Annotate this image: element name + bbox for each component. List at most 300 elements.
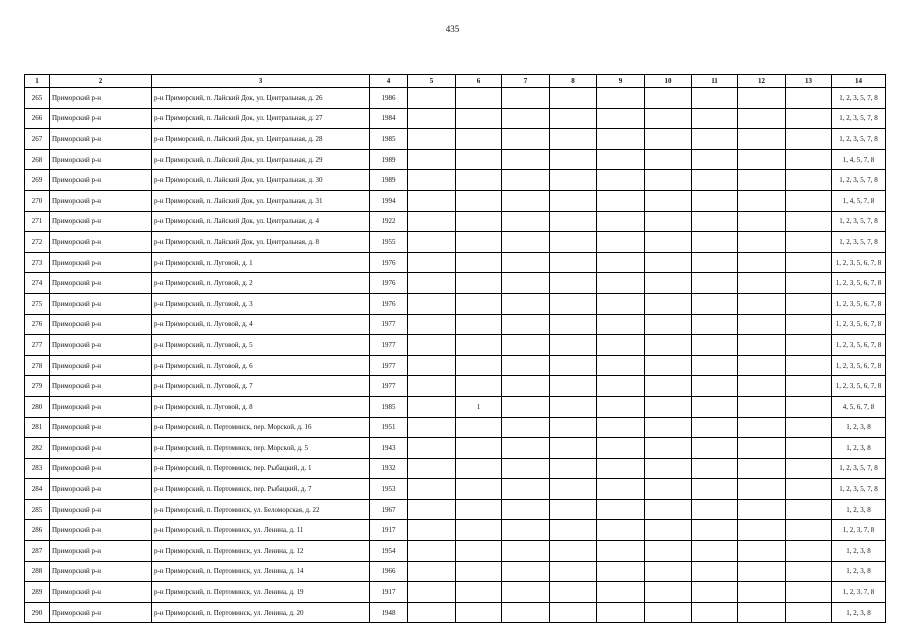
column-9-cell: [597, 129, 645, 150]
district-cell: Приморский р-н: [50, 108, 152, 129]
year-cell: 1976: [370, 293, 408, 314]
table-row: [25, 232, 886, 253]
district-cell: Приморский р-н: [50, 149, 152, 170]
address-cell: р-н Приморский, п. Пертоминск, пер. Рыбацкий, д. 1: [152, 458, 370, 479]
table-row: [25, 273, 886, 294]
column-13-cell: [786, 149, 832, 170]
district-cell: Приморский р-н: [50, 417, 152, 438]
column-8-cell: [550, 129, 597, 150]
address-cell: р-н Приморский, п. Пертоминск, пер. Рыбацкий, д. 7: [152, 479, 370, 500]
column-8-cell: [550, 561, 597, 582]
column-9-cell: [597, 438, 645, 459]
table-row: [25, 314, 886, 335]
column-12-cell: [738, 458, 786, 479]
column-12-cell: [738, 190, 786, 211]
column-10-cell: [645, 88, 692, 109]
column-8-cell: [550, 438, 597, 459]
table-row: [25, 582, 886, 603]
column-10-cell: [645, 417, 692, 438]
district-cell: Приморский р-н: [50, 252, 152, 273]
column-8-cell: [550, 108, 597, 129]
column-10-cell: [645, 458, 692, 479]
column-8-cell: [550, 376, 597, 397]
column-7-cell: [502, 479, 550, 500]
column-5-cell: [408, 458, 456, 479]
column-13-cell: [786, 376, 832, 397]
column-9-cell: [597, 417, 645, 438]
column-10-cell: [645, 293, 692, 314]
column-5-cell: [408, 438, 456, 459]
district-cell: Приморский р-н: [50, 190, 152, 211]
column-13-cell: [786, 499, 832, 520]
district-cell: Приморский р-н: [50, 582, 152, 603]
column-7-cell: [502, 88, 550, 109]
column-13-cell: [786, 479, 832, 500]
district-cell: Приморский р-н: [50, 88, 152, 109]
year-cell: 1986: [370, 88, 408, 109]
address-cell: р-н Приморский, п. Лайский Док, ул. Центральная, д. 27: [152, 108, 370, 129]
column-12-cell: [738, 479, 786, 500]
column-12-cell: [738, 252, 786, 273]
column-6-cell: [456, 335, 502, 356]
column-7-cell: [502, 232, 550, 253]
row-number-cell: 278: [25, 355, 50, 376]
address-cell: р-н Приморский, п. Пертоминск, пер. Морской, д. 16: [152, 417, 370, 438]
address-cell: р-н Приморский, п. Пертоминск, ул. Беломорская, д. 22: [152, 499, 370, 520]
column-5-cell: [408, 108, 456, 129]
column-6-cell: [456, 520, 502, 541]
column-9-cell: [597, 602, 645, 623]
column-5-cell: [408, 376, 456, 397]
table-row: [25, 190, 886, 211]
year-cell: 1966: [370, 561, 408, 582]
district-cell: Приморский р-н: [50, 520, 152, 541]
row-number-cell: 288: [25, 561, 50, 582]
column-13-cell: [786, 335, 832, 356]
column-6-cell: [456, 232, 502, 253]
year-cell: 1994: [370, 190, 408, 211]
column-13-cell: [786, 417, 832, 438]
column-header-2: 2: [50, 75, 152, 88]
table-row: [25, 88, 886, 109]
table-row: [25, 396, 886, 417]
district-cell: Приморский р-н: [50, 602, 152, 623]
address-cell: р-н Приморский, п. Лайский Док, ул. Центральная, д. 28: [152, 129, 370, 150]
column-7-cell: [502, 561, 550, 582]
column-6-cell: [456, 355, 502, 376]
column-header-11: 11: [692, 75, 738, 88]
year-cell: 1955: [370, 232, 408, 253]
criteria-cell: 1, 2, 3, 8: [832, 417, 886, 438]
column-9-cell: [597, 479, 645, 500]
column-10-cell: [645, 108, 692, 129]
year-cell: 1922: [370, 211, 408, 232]
column-8-cell: [550, 314, 597, 335]
column-5-cell: [408, 149, 456, 170]
column-12-cell: [738, 149, 786, 170]
column-10-cell: [645, 396, 692, 417]
column-11-cell: [692, 582, 738, 603]
row-number-cell: 281: [25, 417, 50, 438]
district-cell: Приморский р-н: [50, 211, 152, 232]
row-number-cell: 284: [25, 479, 50, 500]
column-5-cell: [408, 499, 456, 520]
column-header-8: 8: [550, 75, 597, 88]
column-6-cell: [456, 499, 502, 520]
row-number-cell: 279: [25, 376, 50, 397]
column-11-cell: [692, 88, 738, 109]
column-8-cell: [550, 88, 597, 109]
district-cell: Приморский р-н: [50, 232, 152, 253]
column-10-cell: [645, 129, 692, 150]
row-number-cell: 270: [25, 190, 50, 211]
column-13-cell: [786, 458, 832, 479]
column-7-cell: [502, 293, 550, 314]
column-10-cell: [645, 355, 692, 376]
column-6-cell: [456, 88, 502, 109]
column-10-cell: [645, 561, 692, 582]
column-8-cell: [550, 541, 597, 562]
table-row: [25, 541, 886, 562]
column-10-cell: [645, 211, 692, 232]
row-number-cell: 267: [25, 129, 50, 150]
address-cell: р-н Приморский, п. Лайский Док, ул. Центральная, д. 30: [152, 170, 370, 191]
column-8-cell: [550, 170, 597, 191]
column-7-cell: [502, 396, 550, 417]
column-11-cell: [692, 314, 738, 335]
column-11-cell: [692, 417, 738, 438]
address-cell: р-н Приморский, п. Лайский Док, ул. Центральная, д. 26: [152, 88, 370, 109]
column-header-7: 7: [502, 75, 550, 88]
column-13-cell: [786, 252, 832, 273]
column-12-cell: [738, 417, 786, 438]
criteria-cell: 1, 2, 3, 5, 6, 7, 8: [832, 293, 886, 314]
district-cell: Приморский р-н: [50, 479, 152, 500]
row-number-cell: 282: [25, 438, 50, 459]
address-cell: р-н Приморский, п. Луговой, д. 8: [152, 396, 370, 417]
column-8-cell: [550, 149, 597, 170]
column-5-cell: [408, 396, 456, 417]
address-cell: р-н Приморский, п. Луговой, д. 6: [152, 355, 370, 376]
column-header-9: 9: [597, 75, 645, 88]
address-cell: р-н Приморский, п. Пертоминск, пер. Морской, д. 5: [152, 438, 370, 459]
row-number-cell: 271: [25, 211, 50, 232]
column-5-cell: [408, 190, 456, 211]
year-cell: 1977: [370, 376, 408, 397]
column-5-cell: [408, 335, 456, 356]
row-number-cell: 290: [25, 602, 50, 623]
column-10-cell: [645, 541, 692, 562]
column-9-cell: [597, 335, 645, 356]
column-13-cell: [786, 293, 832, 314]
column-9-cell: [597, 273, 645, 294]
address-cell: р-н Приморский, п. Лайский Док, ул. Центральная, д. 8: [152, 232, 370, 253]
column-12-cell: [738, 211, 786, 232]
criteria-cell: 1, 2, 3, 5, 6, 7, 8: [832, 273, 886, 294]
criteria-cell: 1, 2, 3, 8: [832, 561, 886, 582]
column-11-cell: [692, 499, 738, 520]
column-7-cell: [502, 602, 550, 623]
criteria-cell: 1, 2, 3, 5, 7, 8: [832, 479, 886, 500]
table-row: [25, 170, 886, 191]
column-6-cell: [456, 293, 502, 314]
column-header-13: 13: [786, 75, 832, 88]
column-9-cell: [597, 582, 645, 603]
table-row: [25, 252, 886, 273]
column-6-cell: [456, 438, 502, 459]
column-13-cell: [786, 190, 832, 211]
table-row: [25, 355, 886, 376]
address-cell: р-н Приморский, п. Луговой, д. 5: [152, 335, 370, 356]
column-8-cell: [550, 499, 597, 520]
criteria-cell: 1, 2, 3, 5, 6, 7, 8: [832, 335, 886, 356]
column-6-cell: [456, 190, 502, 211]
column-6-cell: [456, 129, 502, 150]
address-cell: р-н Приморский, п. Луговой, д. 3: [152, 293, 370, 314]
column-6-cell: [456, 479, 502, 500]
year-cell: 1985: [370, 129, 408, 150]
column-9-cell: [597, 232, 645, 253]
year-cell: 1977: [370, 314, 408, 335]
column-header-4: 4: [370, 75, 408, 88]
column-10-cell: [645, 376, 692, 397]
column-12-cell: [738, 293, 786, 314]
criteria-cell: 1, 2, 3, 8: [832, 541, 886, 562]
column-10-cell: [645, 602, 692, 623]
column-12-cell: [738, 561, 786, 582]
criteria-cell: 1, 2, 3, 5, 7, 8: [832, 129, 886, 150]
criteria-cell: 1, 2, 3, 8: [832, 602, 886, 623]
criteria-cell: 1, 2, 3, 7, 8: [832, 582, 886, 603]
table-row: [25, 149, 886, 170]
column-11-cell: [692, 602, 738, 623]
column-9-cell: [597, 211, 645, 232]
column-13-cell: [786, 602, 832, 623]
column-13-cell: [786, 355, 832, 376]
page-number: 435: [445, 24, 460, 34]
column-11-cell: [692, 232, 738, 253]
table-header: [25, 75, 886, 88]
column-5-cell: [408, 252, 456, 273]
year-cell: 1977: [370, 355, 408, 376]
year-cell: 1989: [370, 170, 408, 191]
column-6-cell: [456, 211, 502, 232]
district-cell: Приморский р-н: [50, 396, 152, 417]
year-cell: 1943: [370, 438, 408, 459]
criteria-cell: 1, 4, 5, 7, 8: [832, 149, 886, 170]
column-5-cell: [408, 293, 456, 314]
column-9-cell: [597, 396, 645, 417]
address-cell: р-н Приморский, п. Пертоминск, ул. Ленина, д. 20: [152, 602, 370, 623]
address-cell: р-н Приморский, п. Пертоминск, ул. Ленина, д. 19: [152, 582, 370, 603]
year-cell: 1989: [370, 149, 408, 170]
column-12-cell: [738, 108, 786, 129]
row-number-cell: 285: [25, 499, 50, 520]
column-5-cell: [408, 273, 456, 294]
column-5-cell: [408, 541, 456, 562]
column-13-cell: [786, 129, 832, 150]
column-13-cell: [786, 108, 832, 129]
column-6-cell: [456, 170, 502, 191]
column-5-cell: [408, 417, 456, 438]
column-11-cell: [692, 561, 738, 582]
column-10-cell: [645, 438, 692, 459]
column-9-cell: [597, 314, 645, 335]
row-number-cell: 280: [25, 396, 50, 417]
address-cell: р-н Приморский, п. Луговой, д. 4: [152, 314, 370, 335]
column-header-3: 3: [152, 75, 370, 88]
column-6-cell: [456, 252, 502, 273]
table-row: [25, 499, 886, 520]
column-12-cell: [738, 88, 786, 109]
column-5-cell: [408, 561, 456, 582]
column-12-cell: [738, 582, 786, 603]
year-cell: 1976: [370, 273, 408, 294]
district-cell: Приморский р-н: [50, 541, 152, 562]
district-cell: Приморский р-н: [50, 314, 152, 335]
column-9-cell: [597, 170, 645, 191]
column-6-cell: 1: [456, 396, 502, 417]
row-number-cell: 273: [25, 252, 50, 273]
criteria-cell: 1, 2, 3, 5, 6, 7, 8: [832, 252, 886, 273]
column-6-cell: [456, 458, 502, 479]
column-7-cell: [502, 582, 550, 603]
column-9-cell: [597, 293, 645, 314]
column-12-cell: [738, 396, 786, 417]
column-7-cell: [502, 376, 550, 397]
column-10-cell: [645, 273, 692, 294]
column-8-cell: [550, 211, 597, 232]
column-5-cell: [408, 314, 456, 335]
address-cell: р-н Приморский, п. Лайский Док, ул. Центральная, д. 4: [152, 211, 370, 232]
column-6-cell: [456, 108, 502, 129]
district-cell: Приморский р-н: [50, 335, 152, 356]
district-cell: Приморский р-н: [50, 376, 152, 397]
row-number-cell: 266: [25, 108, 50, 129]
column-9-cell: [597, 252, 645, 273]
column-8-cell: [550, 396, 597, 417]
column-13-cell: [786, 273, 832, 294]
column-header-6: 6: [456, 75, 502, 88]
column-13-cell: [786, 561, 832, 582]
column-header-12: 12: [738, 75, 786, 88]
column-10-cell: [645, 335, 692, 356]
year-cell: 1984: [370, 108, 408, 129]
column-12-cell: [738, 129, 786, 150]
row-number-cell: 283: [25, 458, 50, 479]
column-11-cell: [692, 520, 738, 541]
column-13-cell: [786, 232, 832, 253]
column-6-cell: [456, 417, 502, 438]
criteria-cell: 1, 2, 3, 5, 7, 8: [832, 170, 886, 191]
column-12-cell: [738, 438, 786, 459]
column-7-cell: [502, 108, 550, 129]
column-13-cell: [786, 520, 832, 541]
column-header-5: 5: [408, 75, 456, 88]
column-12-cell: [738, 273, 786, 294]
table-row: [25, 561, 886, 582]
column-6-cell: [456, 561, 502, 582]
column-13-cell: [786, 541, 832, 562]
year-cell: 1953: [370, 479, 408, 500]
address-cell: р-н Приморский, п. Лайский Док, ул. Центральная, д. 29: [152, 149, 370, 170]
column-9-cell: [597, 541, 645, 562]
column-8-cell: [550, 520, 597, 541]
column-5-cell: [408, 582, 456, 603]
year-cell: 1932: [370, 458, 408, 479]
column-5-cell: [408, 129, 456, 150]
column-8-cell: [550, 479, 597, 500]
column-12-cell: [738, 232, 786, 253]
column-8-cell: [550, 232, 597, 253]
district-cell: Приморский р-н: [50, 355, 152, 376]
column-10-cell: [645, 252, 692, 273]
column-9-cell: [597, 520, 645, 541]
column-5-cell: [408, 602, 456, 623]
table-row: [25, 602, 886, 623]
column-7-cell: [502, 520, 550, 541]
table-row: [25, 417, 886, 438]
district-cell: Приморский р-н: [50, 438, 152, 459]
column-13-cell: [786, 211, 832, 232]
criteria-cell: 1, 2, 3, 5, 6, 7, 8: [832, 314, 886, 335]
column-12-cell: [738, 499, 786, 520]
column-9-cell: [597, 561, 645, 582]
column-13-cell: [786, 438, 832, 459]
column-7-cell: [502, 458, 550, 479]
column-7-cell: [502, 252, 550, 273]
column-11-cell: [692, 376, 738, 397]
column-5-cell: [408, 211, 456, 232]
address-cell: р-н Приморский, п. Лайский Док, ул. Центральная, д. 31: [152, 190, 370, 211]
address-cell: р-н Приморский, п. Луговой, д. 1: [152, 252, 370, 273]
table-row: [25, 335, 886, 356]
district-cell: Приморский р-н: [50, 561, 152, 582]
column-12-cell: [738, 335, 786, 356]
column-10-cell: [645, 232, 692, 253]
column-7-cell: [502, 314, 550, 335]
row-number-cell: 289: [25, 582, 50, 603]
header-row: [25, 75, 886, 88]
column-8-cell: [550, 582, 597, 603]
criteria-cell: 1, 2, 3, 8: [832, 438, 886, 459]
column-11-cell: [692, 108, 738, 129]
row-number-cell: 275: [25, 293, 50, 314]
column-7-cell: [502, 438, 550, 459]
criteria-cell: 1, 2, 3, 5, 7, 8: [832, 232, 886, 253]
year-cell: 1917: [370, 520, 408, 541]
district-cell: Приморский р-н: [50, 499, 152, 520]
column-7-cell: [502, 499, 550, 520]
year-cell: 1985: [370, 396, 408, 417]
column-10-cell: [645, 149, 692, 170]
criteria-cell: 1, 2, 3, 7, 8: [832, 520, 886, 541]
table-row: [25, 479, 886, 500]
column-11-cell: [692, 149, 738, 170]
table-row: [25, 520, 886, 541]
column-9-cell: [597, 376, 645, 397]
column-13-cell: [786, 314, 832, 335]
column-10-cell: [645, 190, 692, 211]
column-8-cell: [550, 190, 597, 211]
criteria-cell: 1, 2, 3, 5, 7, 8: [832, 108, 886, 129]
criteria-cell: 1, 2, 3, 5, 7, 8: [832, 88, 886, 109]
table-row: [25, 108, 886, 129]
column-6-cell: [456, 314, 502, 335]
criteria-cell: 1, 2, 3, 5, 6, 7, 8: [832, 355, 886, 376]
column-11-cell: [692, 129, 738, 150]
year-cell: 1917: [370, 582, 408, 603]
